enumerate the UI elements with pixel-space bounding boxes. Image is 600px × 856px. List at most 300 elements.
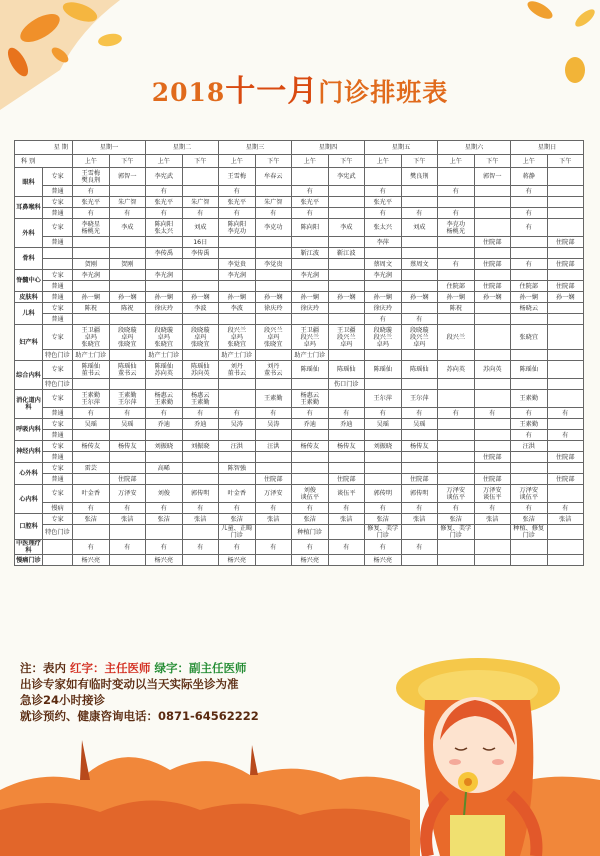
schedule-cell: 苏向英 — [474, 361, 511, 379]
schedule-cell: 高晞 — [146, 463, 183, 474]
schedule-cell: 郭智一 — [109, 168, 146, 186]
schedule-cell: 种植、修复门诊 — [511, 525, 548, 540]
schedule-cell: 王尔萍 — [365, 390, 402, 408]
schedule-cell: 孙一娴 — [73, 292, 110, 303]
schedule-cell — [219, 248, 256, 259]
schedule-cell — [219, 474, 256, 485]
schedule-cell — [182, 168, 219, 186]
schedule-cell — [401, 197, 438, 208]
schedule-cell: 段晓璇 卓玛 张晓宜 — [109, 325, 146, 350]
schedule-row — [15, 186, 584, 197]
schedule-cell — [401, 430, 438, 441]
schedule-cell: 李光润 — [365, 270, 402, 281]
schedule-cell: 助产士门诊 — [73, 350, 110, 361]
schedule-cell — [292, 463, 329, 474]
schedule-cell: 陈瑶仙 — [401, 361, 438, 379]
type-cell: 普通 — [43, 408, 73, 419]
schedule-cell — [438, 168, 475, 186]
schedule-cell: 乔迪 — [146, 419, 183, 430]
schedule-cell: 张光平 — [292, 197, 329, 208]
schedule-cell: 王素勤 — [511, 390, 548, 408]
schedule-cell: 王素勤 王尔萍 — [73, 390, 110, 408]
schedule-cell: 有 — [109, 503, 146, 514]
schedule-cell — [255, 430, 292, 441]
schedule-cell: 有 — [401, 208, 438, 219]
schedule-cell — [474, 540, 511, 555]
schedule-cell: 王素勤 — [511, 419, 548, 430]
schedule-cell — [109, 314, 146, 325]
schedule-cell: 有 — [438, 259, 475, 270]
schedule-cell — [511, 379, 548, 390]
schedule-cell: 张洁 — [547, 514, 584, 525]
schedule-cell: 刘丹 董书云 — [255, 361, 292, 379]
schedule-cell: 孙一娴 — [401, 292, 438, 303]
schedule-cell: 有 — [547, 503, 584, 514]
schedule-row — [15, 555, 584, 566]
schedule-cell: 张洁 — [73, 514, 110, 525]
type-cell: 慢病 — [43, 503, 73, 514]
schedule-cell — [401, 350, 438, 361]
schedule-row — [15, 208, 584, 219]
am-header: 上午 — [365, 155, 402, 168]
schedule-cell — [182, 186, 219, 197]
schedule-cell: 蔡周文 — [401, 259, 438, 270]
schedule-row — [15, 463, 584, 474]
type-cell: 专家 — [43, 463, 73, 474]
schedule-cell — [182, 281, 219, 292]
schedule-cell — [292, 281, 329, 292]
schedule-cell: 牟春云 — [255, 168, 292, 186]
day-header: 星期六 — [438, 141, 511, 155]
type-cell: 专家 — [43, 419, 73, 430]
schedule-cell: 蔡周文 — [365, 259, 402, 270]
note-phone: 就诊预约、健康咨询电话：0871-64562222 — [20, 709, 259, 723]
schedule-cell — [438, 474, 475, 485]
schedule-cell: 乔迪 — [328, 419, 365, 430]
schedule-cell: 住院部 — [474, 452, 511, 463]
schedule-cell — [146, 237, 183, 248]
type-cell: 专家 — [43, 514, 73, 525]
schedule-cell: 杨兴亮 — [219, 555, 256, 566]
schedule-cell — [511, 540, 548, 555]
schedule-cell — [401, 525, 438, 540]
schedule-cell — [365, 248, 402, 259]
schedule-row — [15, 248, 584, 259]
schedule-cell — [255, 314, 292, 325]
schedule-cell — [365, 379, 402, 390]
schedule-cell: 有 — [182, 503, 219, 514]
schedule-cell: 有 — [73, 208, 110, 219]
schedule-cell — [146, 452, 183, 463]
schedule-cell: 段兴兰 — [438, 325, 475, 350]
schedule-cell — [474, 248, 511, 259]
schedule-cell — [328, 259, 365, 270]
schedule-cell: 张洁 — [146, 514, 183, 525]
schedule-cell: 孙一娴 — [219, 292, 256, 303]
schedule-cell: 刘俊 谈伍平 — [292, 485, 329, 503]
title-month: 十一月 — [225, 74, 319, 109]
schedule-cell: 陈祝 — [109, 303, 146, 314]
schedule-cell: 有 — [511, 408, 548, 419]
schedule-cell: 住院部 — [438, 281, 475, 292]
schedule-cell: 有 — [182, 208, 219, 219]
schedule-cell: 苏向英 — [438, 361, 475, 379]
schedule-cell: 万泽安 — [255, 485, 292, 503]
schedule-cell: 有 — [109, 208, 146, 219]
schedule-cell: 有 — [255, 503, 292, 514]
schedule-cell: 陈向阳 张太兴 — [146, 219, 183, 237]
schedule-cell — [401, 555, 438, 566]
schedule-cell: 刘丹 董书云 — [219, 361, 256, 379]
schedule-cell: 段晓璇 段兴兰 卓玛 — [365, 325, 402, 350]
schedule-cell: 郭传明 — [182, 485, 219, 503]
schedule-cell: 陈瑶仙 — [511, 361, 548, 379]
schedule-cell: 孙一娴 — [511, 292, 548, 303]
schedule-table — [14, 140, 584, 566]
schedule-cell: 杨惠云 王素勤 — [182, 390, 219, 408]
schedule-cell — [547, 525, 584, 540]
schedule-cell: 朱广智 — [109, 197, 146, 208]
dept-cell: 儿科 — [15, 303, 43, 325]
schedule-cell: 徐庆玲 — [365, 303, 402, 314]
schedule-cell: 有 — [219, 408, 256, 419]
schedule-cell — [511, 237, 548, 248]
schedule-cell: 张洁 — [438, 514, 475, 525]
schedule-cell: 有 — [73, 540, 110, 555]
schedule-cell: 汪洪 — [511, 441, 548, 452]
schedule-cell — [511, 270, 548, 281]
schedule-cell: 张洁 — [292, 514, 329, 525]
schedule-cell: 李宪武 — [328, 168, 365, 186]
schedule-cell: 张晓宜 — [511, 325, 548, 350]
schedule-cell: 孙一娴 — [146, 292, 183, 303]
schedule-cell: 住院部 — [401, 474, 438, 485]
schedule-cell: 孙一娴 — [365, 292, 402, 303]
schedule-cell: 徐庆玲 — [292, 303, 329, 314]
schedule-cell — [474, 441, 511, 452]
pm-header: 下午 — [109, 155, 146, 168]
schedule-cell: 孙一娴 — [547, 292, 584, 303]
schedule-row — [15, 361, 584, 379]
schedule-cell: 有 — [547, 408, 584, 419]
schedule-cell: 住院部 — [255, 474, 292, 485]
schedule-cell: 朱广智 — [182, 197, 219, 208]
day-header: 星期三 — [219, 141, 292, 155]
schedule-cell: 助产士门诊 — [146, 350, 183, 361]
schedule-cell — [109, 379, 146, 390]
schedule-cell — [219, 314, 256, 325]
schedule-cell — [292, 452, 329, 463]
schedule-cell: 叶金香 — [219, 485, 256, 503]
schedule-cell: 王尔萍 — [401, 390, 438, 408]
schedule-cell: 张洁 — [255, 514, 292, 525]
schedule-cell — [365, 430, 402, 441]
schedule-cell: 修复、美学门诊 — [438, 525, 475, 540]
schedule-cell — [255, 270, 292, 281]
dept-cell: 脊髓中心 — [15, 270, 43, 292]
schedule-cell — [219, 379, 256, 390]
schedule-cell — [109, 237, 146, 248]
schedule-cell: 有 — [511, 430, 548, 441]
schedule-cell: 靳江波 — [292, 248, 329, 259]
schedule-cell — [547, 219, 584, 237]
schedule-cell — [182, 525, 219, 540]
schedule-cell — [182, 270, 219, 281]
schedule-cell: 种植门诊 — [292, 525, 329, 540]
schedule-cell — [328, 350, 365, 361]
schedule-row — [15, 303, 584, 314]
schedule-cell — [511, 474, 548, 485]
schedule-cell: 刘振晓 — [146, 441, 183, 452]
schedule-row — [15, 525, 584, 540]
type-cell — [43, 259, 73, 270]
schedule-cell — [511, 555, 548, 566]
schedule-cell — [328, 270, 365, 281]
schedule-cell — [365, 474, 402, 485]
schedule-cell — [511, 452, 548, 463]
schedule-cell — [438, 248, 475, 259]
schedule-cell — [474, 270, 511, 281]
schedule-cell: 王雪梅 樊良荆 — [73, 168, 110, 186]
schedule-cell: 汪洪 — [219, 441, 256, 452]
schedule-cell: 郭传明 — [401, 485, 438, 503]
schedule-cell: 刘成 — [182, 219, 219, 237]
type-cell — [43, 540, 73, 555]
schedule-cell: 张光平 — [73, 197, 110, 208]
schedule-cell: 李波 — [182, 303, 219, 314]
schedule-cell — [438, 540, 475, 555]
type-cell: 专家 — [43, 219, 73, 237]
schedule-cell — [255, 248, 292, 259]
schedule-cell: 刘振晓 — [365, 441, 402, 452]
schedule-cell: 张光平 — [146, 197, 183, 208]
schedule-cell: 有 — [511, 186, 548, 197]
schedule-cell — [146, 281, 183, 292]
schedule-cell: 杨传友 — [109, 441, 146, 452]
pm-header: 下午 — [255, 155, 292, 168]
schedule-cell — [438, 452, 475, 463]
schedule-cell — [401, 237, 438, 248]
schedule-cell — [474, 219, 511, 237]
schedule-cell: 陈瑶仙 董书云 — [73, 361, 110, 379]
schedule-cell — [73, 379, 110, 390]
schedule-cell: 有 — [328, 540, 365, 555]
schedule-cell: 段晓璇 段兴兰 卓玛 — [401, 325, 438, 350]
note-emergency: 急诊24小时接诊 — [20, 693, 106, 707]
schedule-cell — [401, 186, 438, 197]
schedule-cell: 李光润 — [292, 270, 329, 281]
schedule-cell: 助产士门诊 — [292, 350, 329, 361]
schedule-cell — [182, 452, 219, 463]
schedule-cell: 住院部 — [474, 281, 511, 292]
schedule-cell: 有 — [292, 208, 329, 219]
schedule-cell: 陈向阳 李克功 — [219, 219, 256, 237]
schedule-cell — [146, 525, 183, 540]
type-cell: 普通 — [43, 237, 73, 248]
schedule-cell: 李光润 — [219, 270, 256, 281]
schedule-cell: 乔迪 — [292, 419, 329, 430]
schedule-cell: 贺刚 — [109, 259, 146, 270]
note-chief: 红字：主任医师 — [70, 661, 151, 675]
schedule-cell — [547, 314, 584, 325]
schedule-cell: 有 — [219, 540, 256, 555]
schedule-row — [15, 259, 584, 270]
schedule-cell — [292, 314, 329, 325]
schedule-cell: 有 — [511, 208, 548, 219]
schedule-cell: 陈向阳 — [292, 219, 329, 237]
schedule-cell: 有 — [401, 503, 438, 514]
schedule-cell — [328, 281, 365, 292]
schedule-cell — [255, 463, 292, 474]
schedule-cell — [292, 237, 329, 248]
schedule-cell: 有 — [328, 408, 365, 419]
schedule-cell: 住院部 — [474, 237, 511, 248]
schedule-cell — [328, 390, 365, 408]
pm-header: 下午 — [474, 155, 511, 168]
schedule-cell — [109, 270, 146, 281]
schedule-row — [15, 474, 584, 485]
schedule-cell: 段晓璇 卓玛 张晓宜 — [182, 325, 219, 350]
schedule-cell — [182, 555, 219, 566]
schedule-cell: 吴瑶 — [109, 419, 146, 430]
type-cell: 专家 — [43, 485, 73, 503]
schedule-cell: 住院部 — [547, 474, 584, 485]
schedule-cell — [109, 452, 146, 463]
schedule-row — [15, 219, 584, 237]
schedule-cell — [292, 430, 329, 441]
schedule-cell: 有 — [365, 503, 402, 514]
schedule-row — [15, 408, 584, 419]
day-header: 星期五 — [365, 141, 438, 155]
schedule-cell: 住院部 — [547, 281, 584, 292]
type-cell: 特色门诊 — [43, 525, 73, 540]
schedule-cell — [365, 350, 402, 361]
schedule-cell: 张洁 — [401, 514, 438, 525]
type-cell: 普通 — [43, 314, 73, 325]
schedule-cell: 孙一娴 — [474, 292, 511, 303]
schedule-cell: 王雪梅 — [219, 168, 256, 186]
schedule-cell: 李传禹 — [182, 248, 219, 259]
schedule-cell: 住院部 — [328, 474, 365, 485]
type-cell: 专家 — [43, 270, 73, 281]
schedule-cell: 杨传友 — [73, 441, 110, 452]
schedule-cell — [401, 281, 438, 292]
schedule-cell: 住院部 — [547, 237, 584, 248]
schedule-cell: 李觉贵 — [255, 259, 292, 270]
schedule-cell — [109, 186, 146, 197]
schedule-cell: 李波 — [219, 303, 256, 314]
schedule-cell — [438, 441, 475, 452]
schedule-cell — [365, 168, 402, 186]
type-cell: 普通 — [43, 292, 73, 303]
schedule-cell: 住院部 — [474, 259, 511, 270]
schedule-cell — [474, 390, 511, 408]
schedule-cell: 张洁 — [219, 514, 256, 525]
schedule-cell — [109, 248, 146, 259]
schedule-cell: 樊良荆 — [401, 168, 438, 186]
schedule-cell: 修复、美学门诊 — [365, 525, 402, 540]
note-prefix: 注：表内 — [20, 661, 66, 675]
schedule-cell: 李光润 — [146, 270, 183, 281]
schedule-cell — [328, 314, 365, 325]
schedule-cell — [73, 452, 110, 463]
schedule-cell — [328, 430, 365, 441]
schedule-cell: 徐庆玲 — [146, 303, 183, 314]
schedule-cell — [292, 474, 329, 485]
schedule-cell: 叶金香 — [73, 485, 110, 503]
schedule-cell: 有 — [438, 186, 475, 197]
schedule-cell — [219, 390, 256, 408]
schedule-cell: 万泽安 谈伍平 — [474, 485, 511, 503]
schedule-cell: 万泽安 谈伍平 — [511, 485, 548, 503]
schedule-cell — [328, 208, 365, 219]
schedule-row — [15, 325, 584, 350]
schedule-cell: 王卫疆 卓玛 张晓宜 — [73, 325, 110, 350]
schedule-row — [15, 237, 584, 248]
schedule-cell: 陈祝 — [438, 303, 475, 314]
schedule-cell — [474, 208, 511, 219]
schedule-cell: 谈伍平 — [328, 485, 365, 503]
schedule-cell: 杨传友 — [401, 441, 438, 452]
schedule-cell — [328, 555, 365, 566]
schedule-cell — [109, 525, 146, 540]
dept-cell: 消化道内科 — [15, 390, 43, 419]
day-header: 星期四 — [292, 141, 365, 155]
dept-cell: 中医理疗科 — [16, 540, 41, 554]
schedule-cell: 有 — [511, 503, 548, 514]
schedule-cell — [438, 270, 475, 281]
schedule-cell: 王卫疆 段兴兰 卓玛 — [328, 325, 365, 350]
schedule-cell: 住院部 — [547, 452, 584, 463]
am-header: 上午 — [438, 155, 475, 168]
schedule-cell: 助产士门诊 — [219, 350, 256, 361]
schedule-cell — [109, 350, 146, 361]
girl-illustration — [396, 658, 560, 856]
schedule-cell — [219, 452, 256, 463]
schedule-cell: 李晓星 杨桃光 — [73, 219, 110, 237]
schedule-cell — [73, 430, 110, 441]
schedule-cell — [511, 463, 548, 474]
schedule-cell: 有 — [438, 408, 475, 419]
schedule-cell: 有 — [255, 208, 292, 219]
schedule-cell: 朱广智 — [255, 197, 292, 208]
schedule-cell — [547, 303, 584, 314]
schedule-cell — [547, 197, 584, 208]
schedule-cell: 张洁 — [474, 514, 511, 525]
pm-header: 下午 — [547, 155, 584, 168]
schedule-cell — [401, 452, 438, 463]
schedule-cell — [547, 350, 584, 361]
schedule-cell — [365, 463, 402, 474]
schedule-cell: 郭智一 — [474, 168, 511, 186]
dept-cell: 皮肤科 — [15, 292, 43, 303]
type-cell: 专家 — [43, 361, 73, 379]
schedule-row — [15, 292, 584, 303]
schedule-cell: 有 — [73, 186, 110, 197]
schedule-cell: 住院部 — [511, 281, 548, 292]
schedule-cell: 陈瑶仙 — [365, 361, 402, 379]
type-cell: 普通 — [43, 281, 73, 292]
schedule-cell — [182, 350, 219, 361]
title-year: 2018 — [151, 78, 226, 107]
schedule-cell: 王素勤 — [255, 390, 292, 408]
type-cell: 专家 — [43, 390, 73, 408]
schedule-cell — [474, 186, 511, 197]
schedule-cell — [438, 197, 475, 208]
schedule-cell: 孙一娴 — [292, 292, 329, 303]
schedule-cell — [511, 197, 548, 208]
dept-cell: 眼科 — [15, 168, 43, 197]
